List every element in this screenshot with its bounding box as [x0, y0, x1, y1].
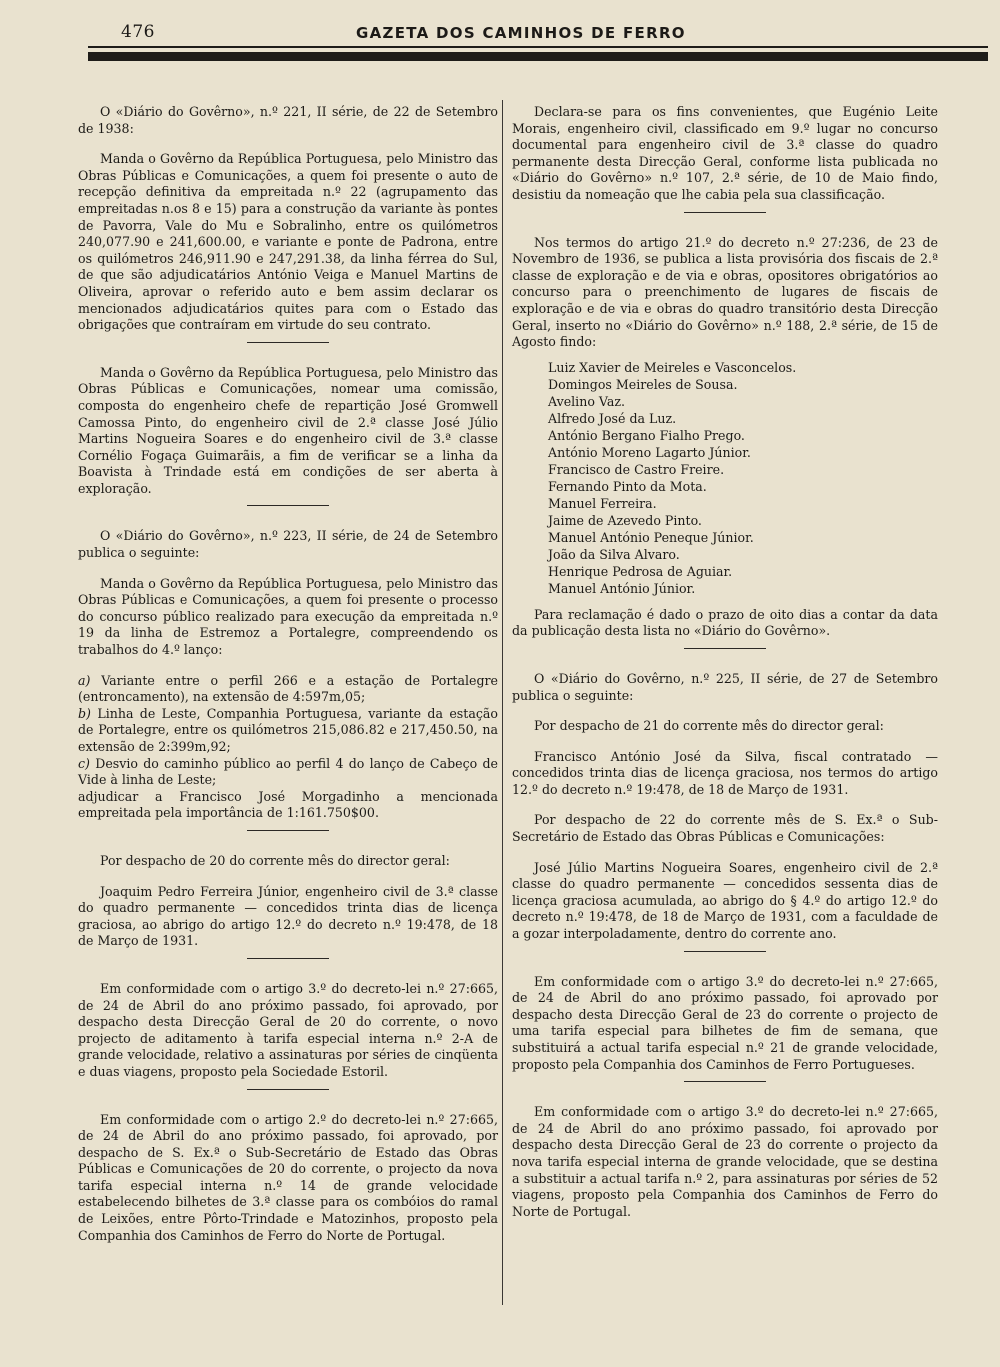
- list-item-label: a): [78, 672, 91, 688]
- paragraph: O «Diário do Govêrno», n.º 223, II série, de 24 de Setembro publica o seguinte:: [78, 528, 498, 561]
- section-separator: [684, 951, 766, 952]
- paragraph: Nos termos do artigo 21.º do decreto n.º 27:236, de 23 de Novembro de 1936, se publica a lista provisória dos fiscais de 2.ª classe de exploração e de via e obras, opositores obrigatórios ao concurso para o preenchimento de lugares de fiscais de exploração e de via e obras do quadro transitório desta Direcção Geral, inserto no «Diário do Govêrno» n.º 188, 2.ª série, de 15 de Agosto findo:: [512, 234, 938, 350]
- paragraph: José Júlio Martins Nogueira Soares, engenheiro civil de 2.ª classe do quadro permanente — concedidos sessenta dias de licença graciosa acumulada, ao abrigo do § 4.º do artigo 12.º do decreto n.º 19:478, de 18 de Março de 1931, com a faculdade de a gozar interpoladamente, dentro do corrente ano.: [512, 859, 938, 942]
- page-header: [88, 20, 988, 48]
- section-separator: [247, 958, 329, 959]
- list-item: António Moreno Lagarto Júnior.: [548, 444, 751, 460]
- paragraph: Em conformidade com o artigo 2.º do decreto-lei n.º 27:665, de 24 de Abril do ano próximo passado, foi aprovado, por despacho de S. Ex.ª o Sub-Secretário de Estado das Obras Públicas e Comunicações de 20 do corrente, o projecto da nova tarifa especial interna n.º 14 de grande velocidade estabelecendo bilhetes de 3.ª classe para os combóios do ramal de Leixões, entre Pôrto-Trindade e Matozinhos, proposto pela Companhia dos Caminhos de Ferro do Norte de Portugal.: [78, 1111, 498, 1243]
- list-item: [78, 706, 498, 756]
- section-separator: [247, 1089, 329, 1090]
- list-item: [78, 756, 498, 789]
- list-item: Domingos Meireles de Sousa.: [548, 376, 738, 392]
- list-item-text: Linha de Leste, Companhia Portuguesa, variante da estação de Portalegre, entre os quilómetros 215,086.82 e 217,450.50, na extensão de 2:399m,92;: [78, 705, 498, 754]
- section-separator: [684, 212, 766, 213]
- paragraph: Por despacho de 22 do corrente mês de S. Ex.ª o Sub-Secretário de Estado das Obras Públicas e Comunicações:: [512, 812, 938, 845]
- paragraph: O «Diário do Govêrno, n.º 225, II série, de 27 de Setembro publica o seguinte:: [512, 670, 938, 703]
- page-number: 476: [121, 22, 155, 42]
- list-item: Manuel António Júnior.: [548, 580, 696, 596]
- section-separator: [684, 648, 766, 649]
- paragraph: Em conformidade com o artigo 3.º do decreto-lei n.º 27:665, de 24 de Abril do ano próximo passado, foi aprovado, por despacho desta Direcção Geral de 20 do corrente, o novo projecto de aditamento à tarifa especial interna n.º 2-A de grande velocidade, relativo a assinaturas por séries de cinqüenta e duas viagens, proposto pela Sociedade Estoril.: [78, 980, 498, 1079]
- list-item: [78, 673, 498, 706]
- paragraph: O «Diário do Govêrno», n.º 221, II série, de 22 de Setembro de 1938:: [78, 104, 498, 136]
- list-item: Francisco de Castro Freire.: [548, 461, 725, 477]
- header-rule-thin: [88, 46, 988, 48]
- paragraph: Em conformidade com o artigo 3.º do decreto-lei n.º 27:665, de 24 de Abril do ano próximo passado, foi aprovado por despacho desta Direcção Geral de 23 do corrente o projecto de uma tarifa especial para bilhetes de fim de semana, que substituirá a actual tarifa especial n.º 21 de grande velocidade, proposto pela Companhia dos Caminhos de Ferro Portugueses.: [512, 973, 938, 1072]
- name-list: [512, 359, 938, 597]
- list-item: Manuel António Peneque Júnior.: [548, 529, 754, 545]
- list-item: António Bergano Fialho Prego.: [548, 427, 745, 443]
- list-item: Manuel Ferreira.: [548, 495, 657, 511]
- paragraph: Em conformidade com o artigo 3.º do decreto-lei n.º 27:665, de 24 de Abril do ano próximo passado, foi aprovado por despacho desta Direcção Geral de 23 do corrente o projecto da nova tarifa especial interna de grande velocidade, que se destina a substituir a actual tarifa n.º 2, para assinaturas por séries de 52 viagens, proposto pela Companhia dos Caminhos de Ferro do Norte de Portugal.: [512, 1104, 938, 1219]
- header-rule-thick: [88, 52, 988, 61]
- list-item-text: Desvio do caminho público ao perfil 4 do lanço de Cabeço de Vide à linha de Leste;: [78, 755, 498, 788]
- paragraph: Manda o Govêrno da República Portuguesa, pelo Ministro das Obras Públicas e Comunicações, a quem foi presente o processo do concurso público realizado para execução da empreitada n.º 19 da linha de Estremoz a Portalegre, compreendendo os trabalhos do 4.º lanço:: [78, 575, 498, 658]
- column-divider: [502, 100, 503, 1305]
- paragraph: Manda o Govêrno da República Portuguesa, pelo Ministro das Obras Públicas e Comunicações, nomear uma comissão, composta do engenheiro chefe de repartição José Gromwell Camossa Pinto, do engenheiro civil de 2.ª classe José Júlio Martins Nogueira Soares e do engenheiro civil de 3.ª classe Cornélio Fogaça Guimarãis, a fim de verificar se a linha da Boavista à Trindade está em condições de ser aberta à exploração.: [78, 364, 498, 496]
- section-separator: [247, 830, 329, 831]
- paragraph: adjudicar a Francisco José Morgadinho a mencionada empreitada pela importância de 1:161.750$00.: [78, 788, 498, 821]
- list-item-text: Variante entre o perfil 266 e a estação de Portalegre (entroncamento), na extensão de 4:597m,05;: [78, 672, 498, 705]
- list-item: Henrique Pedrosa de Aguiar.: [548, 563, 733, 579]
- list-item-label: b): [78, 705, 91, 721]
- paragraph: Joaquim Pedro Ferreira Júnior, engenheiro civil de 3.ª classe do quadro permanente — concedidos trinta dias de licença graciosa, ao abrigo do artigo 12.º do decreto n.º 19:478, de 18 de Março de 1931.: [78, 883, 498, 949]
- list-item: Fernando Pinto da Mota.: [548, 478, 707, 494]
- journal-title: GAZETA DOS CAMINHOS DE FERRO: [356, 24, 686, 42]
- list-item: Jaime de Azevedo Pinto.: [548, 512, 702, 528]
- section-separator: [247, 505, 329, 506]
- section-separator: [684, 1081, 766, 1082]
- paragraph: Para reclamação é dado o prazo de oito dias a contar da data da publicação desta lista no «Diário do Govêrno».: [512, 606, 938, 639]
- paragraph: Manda o Govêrno da República Portuguesa, pelo Ministro das Obras Públicas e Comunicações, a quem foi presente o auto de recepção definitiva da empreitada n.º 22 (agrupamento das empreitadas n.os 8 e 15) para a construção da variante às pontes de Pavorra, Vale do Mu e Sobralinho, entre os quilómetros 240,077.90 e 241,600.00, e variante e ponte de Padrona, entre os quilómetros 246,911.90 e 247,291.38, da linha férrea do Sul, de que são adjudicatários António Veiga e Manuel Martins de Oliveira, aprovar o referido auto e bem assim declarar os mencionados adjudicatários quites para com o Estado das obrigações que contraíram em virtude do seu contrato.: [78, 151, 498, 333]
- list-item: João da Silva Alvaro.: [548, 546, 680, 562]
- list-item: Avelino Vaz.: [548, 393, 625, 409]
- list-item: Alfredo José da Luz.: [548, 410, 677, 426]
- paragraph: Declara-se para os fins convenientes, que Eugénio Leite Morais, engenheiro civil, classificado em 9.º lugar no concurso documental para engenheiro civil de 3.ª classe do quadro permanente desta Direcção Geral, conforme lista publicada no «Diário do Govêrno» n.º 107, 2.ª série, de 10 de Maio findo, desistiu da nomeação que lhe cabia pela sua classificação.: [512, 104, 938, 202]
- paragraph: Por despacho de 21 do corrente mês do director geral:: [534, 718, 884, 734]
- right-column: [512, 104, 938, 1220]
- list-item-label: c): [78, 755, 90, 771]
- section-separator: [247, 342, 329, 343]
- list-item: Luiz Xavier de Meireles e Vasconcelos.: [548, 359, 797, 375]
- paragraph: Por despacho de 20 do corrente mês do director geral:: [100, 852, 450, 868]
- left-column: [78, 104, 498, 1244]
- paragraph: Francisco António José da Silva, fiscal contratado — concedidos trinta dias de licença graciosa, nos termos do artigo 12.º do decreto n.º 19:478, de 18 de Março de 1931.: [512, 748, 938, 797]
